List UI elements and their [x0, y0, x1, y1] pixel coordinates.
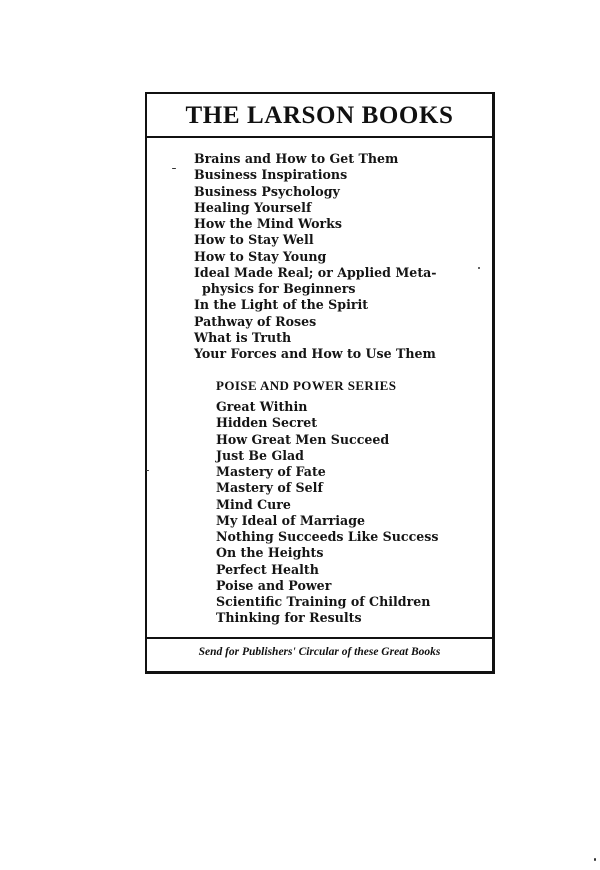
series-title: My Ideal of Marriage	[216, 512, 366, 528]
series-title: Mastery of Fate	[216, 464, 326, 479]
book-title: Brains and How to Get Them	[194, 151, 399, 166]
print-speck	[594, 858, 596, 861]
series-heading: POISE AND POWER SERIES	[216, 378, 397, 393]
series-title: On the Heights	[216, 545, 324, 561]
print-speck	[172, 168, 176, 169]
series-list	[216, 399, 438, 627]
footer-note: Send for Publishers' Circular of these Great Books	[198, 646, 441, 658]
book-title: In the Light of the Spirit	[194, 297, 369, 313]
footer-divider	[147, 637, 492, 639]
book-title: Healing Yourself	[194, 199, 312, 215]
title-divider	[147, 136, 492, 138]
book-title: Business Inspirations	[194, 167, 348, 183]
book-title-continuation-text: physics for Beginners	[202, 281, 356, 296]
series-title: How Great Men Succeed	[216, 431, 390, 447]
book-title: Your Forces and How to Use Them	[194, 346, 436, 361]
page-title: THE LARSON BOOKS	[185, 102, 454, 129]
book-title: How the Mind Works	[194, 216, 342, 231]
book-title: Business Psychology	[194, 183, 340, 199]
book-title-continuation	[194, 281, 437, 297]
print-speck	[478, 267, 480, 269]
book-list	[194, 151, 437, 362]
series-title: Mind Cure	[216, 496, 291, 512]
series-title: Poise and Power	[216, 577, 332, 593]
series-title: Hidden Secret	[216, 415, 318, 431]
print-speck	[146, 470, 149, 471]
series-title: Great Within	[216, 399, 308, 414]
book-title: Pathway of Roses	[194, 313, 317, 329]
larson-books-advertisement	[145, 92, 495, 674]
series-title: Scientific Training of Children	[216, 594, 431, 609]
book-title: How to Stay Well	[194, 232, 314, 248]
book-title: What is Truth	[194, 329, 292, 345]
series-title: Thinking for Results	[216, 610, 362, 626]
series-title: Mastery of Self	[216, 480, 323, 496]
book-title: Ideal Made Real; or Applied Meta-	[194, 264, 437, 280]
series-title: Just Be Glad	[216, 447, 304, 463]
series-title: Perfect Health	[216, 561, 319, 577]
series-title: Nothing Succeeds Like Success	[216, 529, 439, 544]
book-title: How to Stay Young	[194, 248, 327, 264]
